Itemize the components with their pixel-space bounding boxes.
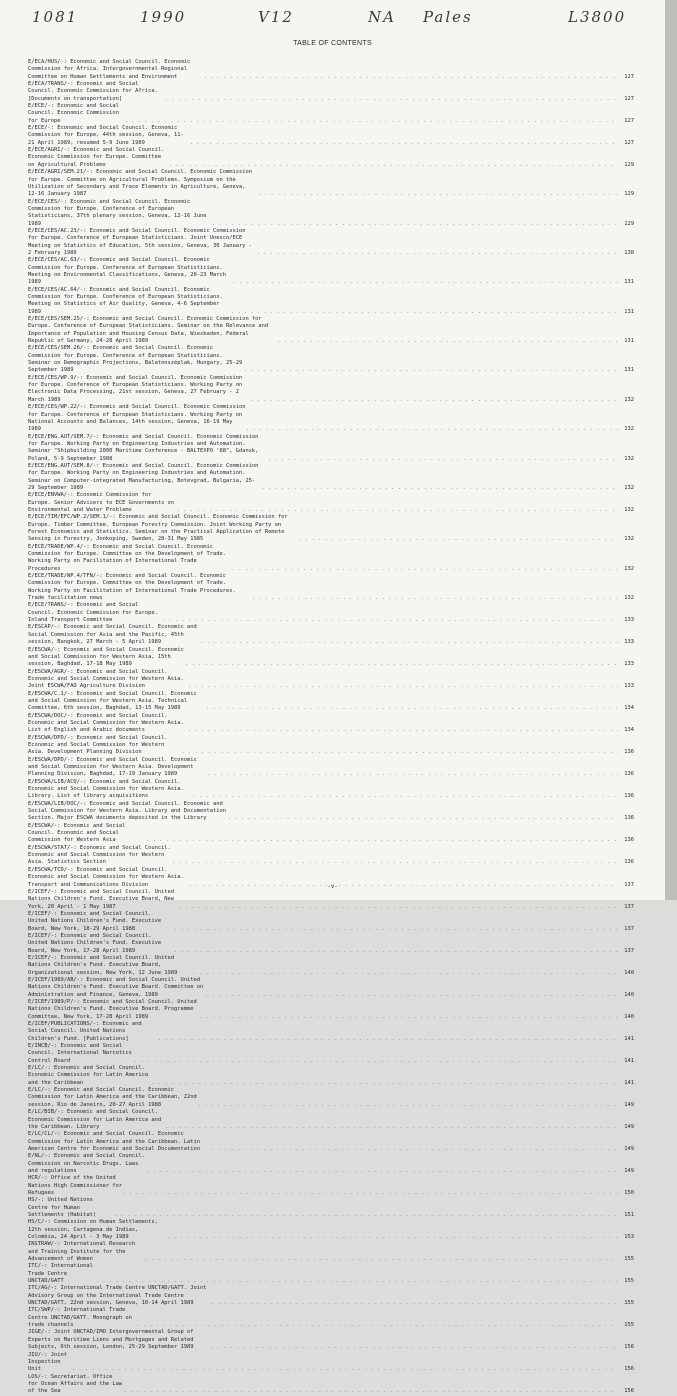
toc-entry-page: 156 [624,1366,634,1373]
toc-entry [28,845,634,867]
toc-entry [28,103,634,125]
leader-dots [122,1190,618,1197]
toc-entry-page: 137 [624,947,634,954]
toc-entry-text: E/ESCWA/STAT/-: Economic and Social Council. Economic and Social Commission for Western Asia. Statistics Section [28,844,171,866]
toc-entry-text: E/ESCWA/DOC/-: Economic and Social Council. Economic and Social Commission for Western Asia. List of English and Arabic documents [28,712,184,734]
leader-dots [199,1014,618,1021]
toc-entry-page: 156 [624,1388,634,1395]
toc-entry-page: 155 [624,1300,634,1307]
toc-entry-page: 141 [624,1035,634,1042]
toc-entry-page: 136 [624,815,634,822]
toc-entry-text: E/ECE/ENG.AUT/SEM.8/-: Economic and Social Council. Economic Commission for Europe. Working Party on Engineering Industries and Automation. Seminar on Computer-integrated Manufacturing, Botevgrad, Bulgaria, 25-29 September 1989 [28,462,259,491]
toc-entry-text: E/ECE/CES/SEM.26/-: Economic and Social Council. Economic Commission for Europe. Conference of European Statisticians. Seminar on Demographic Projections, Balatonszéplak, Hungary, 25-29 September 1989 [28,345,243,374]
toc-entry [28,125,634,147]
toc-entry-page: 127 [624,139,634,146]
toc-entry-text: ITC/SWP/-: International Trade Centre UNCTAD/GATT. Monograph on trade channels [28,1307,132,1329]
leader-dots [123,1388,618,1395]
toc-entry-page: 140 [624,1013,634,1020]
leader-dots [299,536,618,543]
leader-dots [179,904,618,911]
toc-entry [28,1241,634,1263]
toc-entry [28,977,634,999]
leader-dots [192,793,618,800]
toc-entry [28,801,634,823]
toc-entry-text: E/ECE/ENVWA/-: Economic Commission for Europe. Senior Advisers to ECE Governments on Environmental and Water Problems [28,492,175,513]
toc-entry-text: E/ECE/TRANS/-: Economic and Social Council. Economic Commission for Europe. Inland Transport Committee [28,602,158,624]
toc-entry [28,573,634,602]
leader-dots [114,1212,618,1219]
leader-dots [165,96,618,103]
handwriting-6: L3800 [568,8,627,26]
toc-entry-text: E/ICEF/PUBLICATIONS/-: Economic and Social Council. United Nations Children's Fund. [Publications] [28,1021,142,1042]
toc-entry [28,823,634,845]
toc-entry [28,1131,634,1153]
leader-dots [72,1366,618,1373]
toc-entry [28,669,634,691]
toc-entry-text: E/ICEF/1989/AB/-: Economic and Social Council. United Nations Children's Fund. Executive Board. Committee on Administration and Finance, Geneva, 1989 [28,976,204,998]
toc-list [28,59,634,1396]
leader-dots [261,485,618,492]
leader-dots [172,859,618,866]
toc-entry-page: 131 [624,367,634,374]
page-number: -v- [327,883,338,890]
leader-dots [136,1322,618,1329]
toc-entry [28,1219,634,1241]
toc-entry-page: 129 [624,161,634,168]
leader-dots [158,1036,618,1043]
toc-entry [28,1329,634,1351]
toc-entry [28,1197,634,1219]
leader-dots [277,338,618,345]
toc-entry-page: 149 [624,1145,634,1152]
leader-dots [152,1080,618,1087]
toc-entry-text: HS/-: United Nations Centre for Human Settlements (Habitat) [28,1197,97,1218]
toc-entry-text: E/ECE/AGRI/SEM.21/-: Economic and Social Council. Economic Commission for Europe. Committee on Agricultural Problems. Symposium on the Utilization of Secondary and Trace Elements in Agriculture, Geneva, 12-16 January 1987 [28,169,252,198]
toc-entry-text: E/ESCWA/-: Economic and Social Council. Economic and Social Commission for Western Asia, 15th session, Baghdad, 17-18 May 1989 [28,646,184,668]
toc-entry-text: E/ECE/TRADE/WP.4/-: Economic and Social Council. Economic Commission for Europe. Committee on the Development of Trade. Working Party on Facilitation of International Trade Procedures [28,543,226,572]
toc-entry-text: E/ESCWA/AGR/-: Economic and Social Council. Economic and Social Commission for Western Asia. Joint ESCWA/FAO Agriculture Division [28,668,184,690]
toc-entry-page: 137 [624,881,634,888]
toc-entry-page: 137 [624,925,634,932]
toc-entry-text: E/ESCWA/-: Economic and Social Council. Economic and Social Commission for Western Asia [28,822,126,844]
toc-entry [28,544,634,573]
toc-entry-text: E/INCB/-: Economic and Social Council. International Narcotics Control Board [28,1043,132,1064]
toc-entry-page: 153 [624,1234,634,1240]
toc-entry-page: 132 [624,426,634,433]
handwriting-3: V12 [258,8,294,26]
toc-entry [28,81,634,103]
toc-entry-page: 149 [624,1101,634,1108]
leader-dots [125,118,618,125]
toc-entry-page: 155 [624,1278,634,1285]
toc-entry [28,1175,634,1197]
toc-entry-page: 131 [624,308,634,315]
toc-entry-text: E/ECE/AGRI/-: Economic and Social Council. Economic Commission for Europe. Committee on Agricultural Problems [28,147,165,168]
toc-entry [28,713,634,735]
toc-entry-text: E/ECE/TRADE/WP.4/TFN/-: Economic and Social Council. Economic Commission for Europe. Committee on the Development of Trade. Working Party on Facilitation of International Trade Procedures. Trade facilitation news [28,573,236,602]
leader-dots [162,617,618,624]
toc-entry-text: E/ESCWA/LIB/ACQ/-: Economic and Social Council. Economic and Social Commission for Western Asia. Library. List of library acquisitions [28,778,184,800]
handwriting-2: 1990 [140,8,187,26]
toc-entry-text: E/ECE/CES/-: Economic and Social Council. Economic Commission for Europe. Conference of European Statisticians, 37th plenary session, Geneva, 12-16 June 1989 [28,198,207,227]
leader-dots [212,221,618,228]
leader-dots [244,367,618,374]
toc-entry-text: E/LC/CL/-: Economic and Social Council. Economic Commission for Latin America and the Caribbean. Latin American Centre for Economic and Social Documentation [28,1131,201,1152]
toc-entry-text: JIGE/-: Joint UNCTAD/IMO Intergovernmental Group of Experts on Maritime Liens and Mortgages and Related Subjects, 6th session, London, 25-29 September 1989 [28,1329,194,1351]
handwriting-4: NA [368,8,396,26]
leader-dots [232,566,618,573]
leader-dots [165,1124,618,1131]
leader-dots [205,992,618,999]
toc-entry-text: E/ICEF/-: Economic and Social Council. United Nations Children's Fund. Executive Board, New York, 18-29 April 1988 [28,910,162,932]
leader-dots [181,749,618,756]
toc-entry [28,345,634,374]
toc-entry [28,514,634,543]
toc-entry [28,1285,634,1307]
leader-dots [206,705,618,712]
leader-dots [134,1058,618,1065]
leader-dots [210,1344,618,1351]
toc-entry [28,199,634,228]
toc-entry-text: E/ICEF/-: Economic and Social Council. United Nations Children's Fund. Executive Board, New York, 17-28 April 1989 [28,932,162,954]
toc-entry [28,911,634,933]
leader-dots [257,250,618,257]
toc-entry [28,779,634,801]
toc-entry-page: 151 [624,1211,634,1218]
toc-entry [28,169,634,198]
toc-entry-page: 136 [624,793,634,800]
toc-entry [28,1109,634,1131]
toc-entry-page: 149 [624,1167,634,1174]
toc-entry-text: E/ECE/-: Economic and Social Council. Economic Commission for Europe, 44th session, Geneva, 11-21 April 1989, resumed 5-9 June 1989 [28,125,184,146]
toc-entry-page: 136 [624,771,634,778]
toc-entry-page: 132 [624,484,634,491]
page-title: TABLE OF CONTENTS [293,40,372,47]
toc-entry-text: E/ECE/TIM/EFC/WP.2/SEM.1/-: Economic and Social Council. Economic Commission for Europe. Timber Committee. European Forestry Commission. Joint Working Party on Forest Economics and Statistics. Seminar on the Practical Application of Remote Sensing in Forestry, Jonkoping, Sweden, 28-31 May 1985 [28,514,288,543]
toc-entry [28,434,634,463]
toc-entry-page: 149 [624,1123,634,1130]
toc-entry [28,1374,634,1396]
toc-entry-page: 132 [624,455,634,462]
toc-entry-text: E/ECE/CES/AC.64/-: Economic and Social Council. Economic Commission for Europe. Conference of European Statisticians. Meeting on Statistics of Air Quality, Geneva, 4-6 September 1989 [28,286,223,315]
toc-entry-page: 156 [624,1344,634,1351]
toc-entry [28,228,634,257]
toc-entry-page: 131 [624,338,634,345]
leader-dots [198,1102,618,1109]
leader-dots [146,1168,618,1175]
leader-dots [167,1234,618,1241]
toc-entry [28,147,634,169]
toc-entry-text: E/ESCWA/LIB/DOC/-: Economic and Social Council. Economic and Social Commission for Western Asia. Library and Documentation Section. Major ESCWA documents deposited in the Library [28,800,226,822]
leader-dots [174,948,618,955]
toc-entry-text: E/ECE/CES/WP.9/-: Economic and Social Council. Economic Commission for Europe. Conference of European Statisticians. Working Party on Electronic Data Processing, 21st session, Geneva, 27 February - 2 March 1989 [28,374,243,403]
toc-entry-page: 134 [624,727,634,734]
leader-dots [204,74,618,81]
toc-entry [28,1021,634,1043]
leader-dots [185,661,618,668]
toc-entry-text: HCR/-: Office of the United Nations High Commissioner for Refugees [28,1175,123,1196]
leader-dots [200,639,618,646]
toc-entry-page: 134 [624,705,634,712]
toc-entry-page: 140 [624,991,634,998]
toc-entry-text: E/ECE/CES/AC.63/-: Economic and Social Council. Economic Commission for Europe. Conference of European Statisticians. Meeting on Environmental Classifications, Geneva, 20-23 March 1989 [28,257,226,286]
toc-entry-text: E/ECA/HUS/-: Economic and Social Council. Economic Commission for Africa. Intergovernmental Regional Committee on Human Settlements and Environment [28,59,191,80]
toc-entry-text: E/LC/BIB/-: Economic and Social Council. Economic Commission for Latin America and the Caribbean. Library [28,1109,162,1130]
leader-dots [268,456,618,463]
toc-entry [28,492,634,514]
toc-entry-page: 132 [624,595,634,602]
toc-entry-text: ITC/AG/-: International Trade Centre UNCTAD/GATT. Joint Advisory Group on the International Trade Centre UNCTAD/GATT, 22nd session, Geneva, 10-14 April 1989 [28,1285,207,1307]
toc-entry-page: 141 [624,1079,634,1086]
toc-entry-text: E/ECE/ENG.AUT/SEM.7/-: Economic and Social Council. Economic Commission for Europe. Working Party on Engineering Industries and Automation. Seminar "Shipbuilding 2000 Maritime Conference - BALTEXPO '88", Gdansk, Poland, 5-9 September 1988 [28,433,259,462]
toc-entry [28,1307,634,1329]
toc-entry-page: 127 [624,117,634,124]
toc-entry-page: 133 [624,617,634,624]
toc-entry-text: E/ECE/CES/WP.22/-: Economic and Social Council. Economic Commission for Europe. Conference of European Statisticians. Working Party on National Accounts and Balances, 14th session, Geneva, 16-19 May 1989 [28,404,246,433]
toc-entry-text: HS/C/-: Commission on Human Settlements, 12th session, Cartagena de Indias, Colombia, 24 April - 3 May 1989 [28,1219,158,1240]
leader-dots [146,837,618,844]
leader-dots [188,727,618,734]
toc-entry-page: 155 [624,1322,634,1329]
page-edge [665,0,677,900]
toc-entry-text: E/ECE/-: Economic and Social Council. Economic Commission for Europe [28,103,119,124]
leader-dots [211,1146,618,1153]
leader-dots [169,162,618,169]
leader-dots [252,595,618,602]
toc-entry [28,1043,634,1065]
toc-entry-page: 133 [624,683,634,690]
toc-entry-page: 127 [624,73,634,80]
toc-entry-page: 130 [624,249,634,256]
toc-entry [28,1087,634,1109]
toc-entry-page: 132 [624,506,634,513]
toc-entry [28,1153,634,1175]
toc-entry-text: JIU/-: Joint Inspection Unit [28,1351,67,1373]
toc-entry-text: E/LC/-: Economic and Social Council. Economic Commission for Latin America and the Caribbean [28,1065,149,1086]
toc-entry-page: 132 [624,565,634,572]
toc-entry-page: 155 [624,1256,634,1263]
toc-entry-text: LOS/-: Secretariat. Office for Ocean Affairs and the Law of the Sea [28,1373,123,1395]
toc-entry [28,257,634,286]
toc-entry [28,287,634,316]
leader-dots [228,815,618,822]
toc-entry-text: E/ICEF/-: Economic and Social Council. United Nations Children's Fund. Executive Board, Organizational session, New York, 12 June 1989 [28,954,178,976]
leader-dots [207,771,618,778]
toc-entry-text: E/ESCWA/C.1/-: Economic and Social Council. Economic and Social Commission for Western Asia. Technical Committee, 6th session, Baghdad, 13-15 May 1989 [28,690,197,712]
toc-entry-text: E/ECE/CES/SEM.25/-: Economic and Social Council. Economic Commission for Europe. Conference of European Statisticians. Seminar on the Relevance and Importance of Population and Housing Census Data, Wiesbaden, Federal Republic of Germany, 24-28 April 1989 [28,316,269,345]
toc-entry [28,1065,634,1087]
toc-entry-text: E/ESCAP/-: Economic and Social Council. Economic and Social Commission for Asia and the Pacific, 45th session, Bangkok, 27 March - 5 April 1989 [28,624,197,646]
toc-entry-page: 127 [624,95,634,102]
toc-entry-page: 136 [624,749,634,756]
handwriting-5: Pales [423,8,473,26]
toc-entry-text: E/ESCWA/DPD/-: Economic and Social Council. Economic and Social Commission for Western Asia. Development Planning Division, Baghdad, 17-19 January 1989 [28,756,197,778]
toc-entry-text: E/ECA/TRANS/-: Economic and Social Council. Economic Commission for Africa. [Documents on transportation] [28,81,158,102]
toc-entry [28,647,634,669]
toc-entry [28,1352,634,1374]
toc-entry [28,735,634,757]
leader-dots [246,426,618,433]
toc-entry [28,691,634,713]
toc-entry-page: 132 [624,536,634,543]
toc-entry [28,463,634,492]
toc-entry-page: 133 [624,639,634,646]
leader-dots [190,140,618,147]
leader-dots [144,1256,618,1263]
leader-dots [232,279,618,286]
toc-entry-text: E/NL/-: Economic and Social Council. Commission on Narcotic Drugs. Laws and regulations [28,1153,145,1174]
handwriting-1: 1081 [32,8,79,26]
toc-entry-text: INSTRAW/-: International Research and Training Institute for the Advancement of Women [28,1241,136,1263]
toc-entry [28,757,634,779]
toc-entry [28,602,634,624]
toc-entry [28,933,634,955]
toc-entry-text: E/LC/-: Economic and Social Council. Economic Commission for Latin America and the Caribbean, 22nd session, Rio de Janeiro, 20-27 April 1988 [28,1087,197,1108]
toc-entry-page: 132 [624,396,634,403]
toc-entry-page: 136 [624,837,634,844]
toc-entry [28,624,634,646]
leader-dots [192,970,618,977]
leader-dots [211,1300,618,1307]
toc-entry-page: 140 [624,969,634,976]
toc-entry [28,1263,634,1285]
leader-dots [258,191,618,198]
leader-dots [250,397,618,404]
toc-entry-text: ITC/-: International Trade Centre UNCTAD/GATT [28,1263,93,1285]
toc-entry [28,999,634,1021]
leader-dots [177,507,618,514]
toc-entry [28,404,634,433]
toc-entry [28,375,634,404]
leader-dots [231,309,618,316]
leader-dots [96,1278,618,1285]
toc-entry-page: 150 [624,1189,634,1196]
toc-entry-text: E/ESCWA/TCD/-: Economic and Social Council. Economic and Social Commission for Western Asia. Transport and Communications Division [28,866,184,888]
toc-entry-page: 129 [624,191,634,198]
toc-entry-page: 136 [624,859,634,866]
toc-entry-text: E/ECE/CES/AC.23/-: Economic and Social Council. Economic Commission for Europe. Conference of European Statisticians. Joint Unesco/ECE Meeting on Statistics of Education, 5th session, Geneva, 30 January - 2 February 1989 [28,227,252,256]
toc-entry-page: 141 [624,1057,634,1064]
handwritten-annotations [28,8,643,34]
toc-entry [28,59,634,81]
toc-entry-page: 137 [624,903,634,910]
toc-entry [28,955,634,977]
leader-dots [174,926,618,933]
toc-entry-text: E/ICEF/1989/P/-: Economic and Social Council. United Nations Children's Fund. Executive Board. Programme Committee, New York, 17-28 April 1989 [28,999,197,1020]
toc-entry-page: 129 [624,220,634,227]
toc-entry-text: E/ICEF/-: Economic and Social Council. United Nations Children's Fund. Executive Board, New York, 20 April - 1 May 1987 [28,888,175,910]
toc-entry-text: E/ESCWA/DPD/-: Economic and Social Council. Economic and Social Commission for Western Asia. Development Planning Division [28,734,168,756]
toc-entry-page: 133 [624,661,634,668]
leader-dots [188,683,618,690]
toc-entry-page: 131 [624,279,634,286]
toc-entry [28,316,634,345]
